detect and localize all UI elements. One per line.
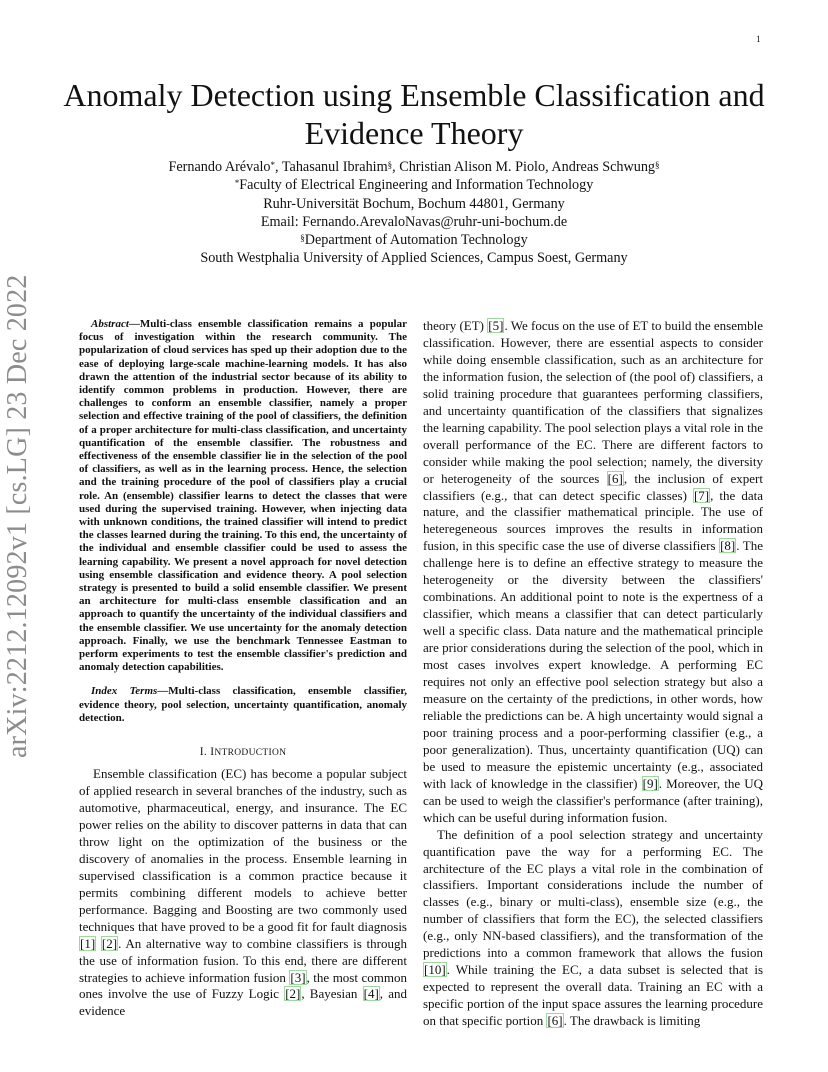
paragraph-text: , and evidence	[79, 986, 407, 1019]
paragraph-text: . Moreover, the UQ can be used to weigh the classifier's performance (after training), which can be useful during information fusion.	[423, 775, 763, 825]
paragraph-text: . The challenge here is to define an effective strategy to measure the heterogeneity or the diversity between the classifiers' combinations. An additional point to note is the expertness of a classifier, which means a classifier that can detect particularly well a specific class. Data nature and the mathematical principle are prior considerations during the selection of the pool, which in most cases involves expert knowledge. A performing EC requires not only an effective pool selection strategy but also a measure on the certainty of the predictions, in other words, how reliable the predictions can be. A high uncertainty would signal a poor training process and a poor-performing classifier (e.g., a poor generalization). Thus, uncertainty quantification (UQ) can be used to measure the epistemic uncertainty (e.g., associated with lack of knowledge in the classifier)	[423, 538, 764, 791]
affiliation-1-city: Ruhr-Universität Bochum, Bochum 44801, Germany	[263, 195, 565, 212]
author-name: , Christian Alison M. Piolo, Andreas Schwung	[392, 159, 656, 175]
paragraph-text: , the data nature, and the classifier mathematical principle. The use of heteregeneous sources improves the results in information fusion, in this specific case the use of diverse classifiers	[423, 487, 763, 554]
paper-title: Anomaly Detection using Ensemble Classification and Evidence Theory	[63, 77, 765, 151]
affiliation-name: Department of Automation Technology	[304, 232, 528, 249]
affiliation-name: Faculty of Electrical Engineering and Information Technology	[239, 177, 594, 194]
paragraph-text: . While training the EC, a data subset is selected that is expected to represent the overall data. Training an EC with a specific portion of the input space assures the learning procedure on that specific portion	[423, 962, 763, 1029]
citation-link[interactable]: [3]	[290, 969, 306, 985]
citation-link[interactable]: [6]	[607, 470, 623, 486]
intro-paragraph-2	[423, 827, 763, 1030]
citation-link[interactable]: [2]	[101, 935, 118, 951]
paragraph-text: Ensemble classification (EC) has become a popular subject of applied research in several branches of the industry, such as automotive, pharmaceutical, energy, and insurance. The EC power relies on the ability to discover patterns in data that can throw light on the optimization of the business or the discovery of anomalies in the process. Ensemble learning in supervised classification is a common practice because it permits combining different models to achieve better performance. Bagging and Boosting are two commonly used techniques that have proved to be a good fit for fault diagnosis	[79, 766, 407, 934]
affiliation-1	[60, 176, 768, 194]
paragraph-text: . We focus on the use of ET to build the ensemble classification. However, there are essential aspects to consider while doing ensemble classification, such as an architecture for the information fusion, the selection of (the pool of) classifiers, a solid training procedure that guarantees performing classifiers, and uncertainty quantification of the classifiers that signalizes the learning capability. The pool selection plays a vital role in the overall performance of the EC. There are different factors to consider while making the pool selection; namely, the diversity or heterogeneity of the sources	[423, 318, 763, 486]
abstract-label: Abstract	[91, 318, 129, 330]
section-heading-introduction	[79, 746, 407, 758]
section-numeral: I.	[199, 746, 211, 759]
citation-link[interactable]: [8]	[720, 538, 736, 554]
paragraph-text: The definition of a pool selection strategy and uncertainty quantification pave the way for a performing EC. The architecture of the EC plays a vital role in the combination of classifiers. Important considerations include the number of classes (e.g., binary or multi-class), ensemble size (e.g., the number of classifiers that form the EC), the selected classifiers (e.g., only NN-based classifiers), and the transformation of the predictions into a common framework that allows the fusion	[423, 826, 763, 961]
citation-link[interactable]: [10]	[424, 962, 446, 978]
author-email[interactable]: Email: Fernando.ArevaloNavas@ruhr-uni-bochum.de	[260, 213, 568, 230]
citation-link[interactable]: [4]	[363, 986, 379, 1002]
left-column	[79, 318, 407, 1020]
affiliation-mark: *	[270, 160, 276, 170]
section-title-rest: NTRODUCTION	[214, 748, 287, 759]
abstract-text: —Multi-class ensemble classification remains a popular focus of investigation within the research community. The popularization of cloud services has sped up their adoption due to the ease of deploying large-scale machine-learning models. It has also drawn the attention of the industrial sector because of its ability to identify common problems in production. However, there are challenges to conform an ensemble classifier, namely a proper selection and effective training of the pool of classifiers, the definition of a proper architecture for multi-class classification, and uncertainty quantification of the ensemble classifier. The robustness and effectiveness of the ensemble classifier lie in the selection of the pool of classifiers, as well as in the learning process. Hence, the selection and the training procedure of the pool of classifiers play a crucial role. An (ensemble) classifier learns to detect the classes that were used during the supervised training. However, when injecting data with unknown conditions, the trained classifier will intend to predict the classes learned during the training. To this end, the uncertainty of the individual and ensemble classifier could be used to assess the learning capability. We present a novel approach for novel detection using ensemble classification and evidence theory. A pool selection strategy is presented to build a solid ensemble classifier. We present an architecture for multi-class ensemble classification and an approach to quantify the uncertainty of the individual classifiers and the ensemble classifier. We use uncertainty for the anomaly detection approach. Finally, we use the benchmark Tennessee Eastman to perform experiments to test the ensemble classifier's prediction and anomaly detection capabilities.	[79, 318, 407, 674]
right-column	[423, 318, 763, 1030]
author-block	[60, 158, 768, 268]
author-list	[60, 158, 768, 176]
index-terms-label: Index Terms	[91, 685, 158, 698]
intro-paragraph-1	[79, 766, 407, 1020]
affiliation-2-university: South Westphalia University of Applied Sciences, Campus Soest, Germany	[200, 250, 628, 267]
citation-link[interactable]: [2]	[285, 986, 301, 1002]
affiliation-mark: *	[234, 178, 240, 189]
paragraph-text: , the most common ones involve the use of Fuzzy Logic	[79, 969, 407, 1002]
paragraph-text: , Bayesian	[301, 986, 363, 1002]
citation-link[interactable]: [5]	[488, 318, 504, 333]
abstract	[79, 318, 407, 674]
arxiv-identifier[interactable]: arXiv:2212.12092v1 [cs.LG] 23 Dec 2022	[2, 274, 33, 758]
paragraph-text: . The drawback is limiting	[563, 1013, 701, 1029]
affiliation-2	[60, 231, 768, 249]
intro-paragraph-1-continued	[423, 318, 763, 827]
citation-link[interactable]: [9]	[642, 775, 658, 791]
paragraph-text: theory (ET)	[423, 318, 488, 333]
citation-link[interactable]: [1]	[80, 935, 96, 951]
paragraph-text: , the inclusion of expert classifiers (e.g., that can detect specific classes)	[423, 470, 764, 503]
author-name: , Tahasanul Ibrahim	[275, 159, 388, 175]
page-number: 1	[756, 34, 761, 44]
citation-link[interactable]: [6]	[547, 1013, 563, 1029]
author-name: Fernando Arévalo	[168, 159, 271, 175]
citation-link[interactable]: [7]	[693, 487, 710, 503]
paragraph-text: . An alternative way to combine classifiers is through the use of information fusion. To this end, there are different strategies to achieve information fusion	[79, 935, 407, 985]
affiliation-mark: §	[387, 160, 393, 170]
index-terms-text: —Multi-class classification, ensemble classifier, evidence theory, pool selection, uncertainty quantification, anomaly detection.	[79, 685, 407, 724]
affiliation-mark: §	[655, 160, 660, 170]
index-terms	[79, 685, 407, 725]
affiliation-mark: §	[300, 233, 305, 244]
section-title-initial: I	[210, 746, 215, 759]
